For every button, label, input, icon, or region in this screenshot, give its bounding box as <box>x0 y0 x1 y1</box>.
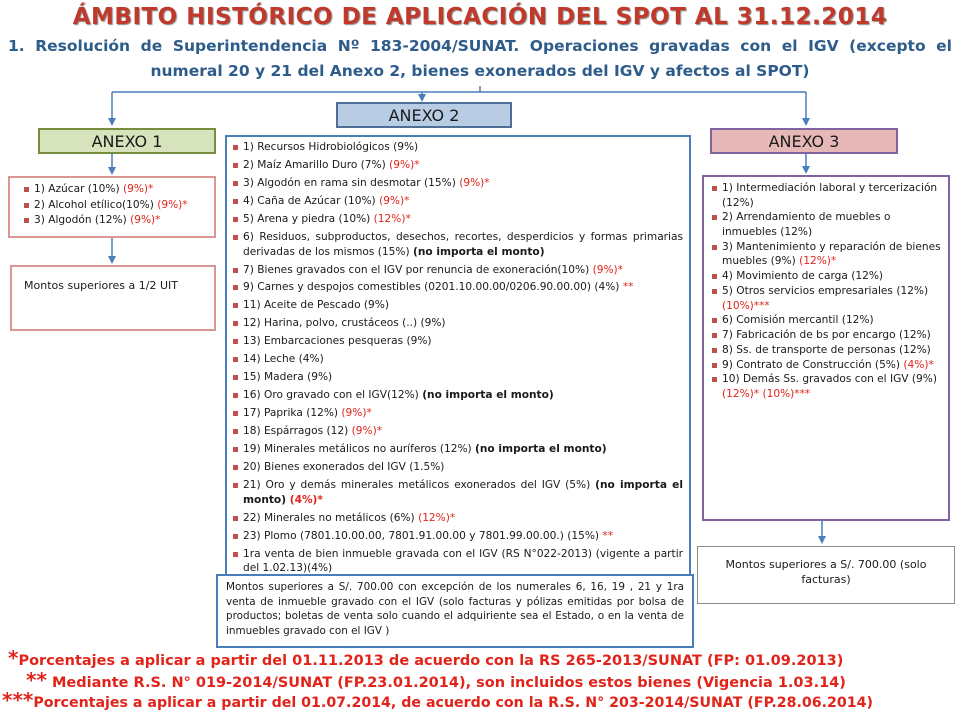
footnote-mark: ** <box>26 668 47 692</box>
list-item <box>233 158 683 173</box>
item-rate-update: ** <box>622 281 634 294</box>
item-text: 18) Espárragos (12) <box>243 425 352 438</box>
item-rate-update: (4%)* <box>903 358 934 371</box>
item-rate-update: (9%)* <box>122 183 154 195</box>
list-item <box>233 460 683 475</box>
item-text: 15) Madera (9%) <box>243 371 333 384</box>
item-text: 2) Arrendamiento de muebles o inmuebles (12%) <box>722 211 891 238</box>
item-text: 6) Comisión mercantil (12%) <box>722 314 874 327</box>
list-item <box>233 424 683 439</box>
list-item <box>233 529 683 544</box>
item-rate-update: (9%)* <box>379 194 410 207</box>
item-text: 5) Otros servicios empresariales (12%) <box>722 284 929 297</box>
footnote-mark: *** <box>2 688 34 712</box>
item-text: 7) Bienes gravados con el IGV por renuncia de exoneración(10%) <box>243 263 593 276</box>
item-text: 9) Contrato de Construcción (5%) <box>722 358 904 371</box>
list-item <box>24 213 208 228</box>
footnote-mark: * <box>8 646 19 670</box>
list-item <box>233 478 683 507</box>
item-text: 6) Residuos, subproductos, desechos, recortes, desperdicios y formas primarias derivadas de los mismos (15%) <box>243 230 683 258</box>
item-text: 4) Movimiento de carga (12%) <box>722 270 884 283</box>
anexo1-list-box <box>8 176 216 238</box>
item-text: 9) Carnes y despojos comestibles (0201.10.00.00/0206.90.00.00) (4%) <box>243 281 623 294</box>
list-item <box>233 194 683 209</box>
item-text: 19) Minerales metálicos no auríferos (12%) <box>243 443 476 456</box>
list-item <box>712 181 942 210</box>
item-text: 12) Harina, polvo, crustáceos (..) (9%) <box>243 317 446 330</box>
item-rate-update: (12%)* (10%)*** <box>722 388 811 400</box>
item-note-bold: (no importa el monto) <box>422 389 554 402</box>
item-rate-update: (12%)* <box>799 255 837 268</box>
item-text: 1) Azúcar (10%) <box>34 183 123 195</box>
item-rate-update: (9%)* <box>157 198 188 211</box>
list-item <box>233 212 683 227</box>
list-item <box>233 263 683 278</box>
item-rate-update: (9%)* <box>130 214 161 227</box>
item-rate-update: (9%)* <box>459 176 490 189</box>
list-item <box>233 298 683 313</box>
list-item <box>233 388 683 403</box>
list-item <box>712 284 942 313</box>
item-text: 8) Ss. de transporte de personas (12%) <box>722 343 931 356</box>
list-item <box>712 269 942 284</box>
list-item <box>712 240 942 269</box>
anexo3-header: ANEXO 3 <box>710 128 898 154</box>
list-item <box>24 198 208 213</box>
item-text: 2) Maíz Amarillo Duro (7%) <box>243 158 390 171</box>
item-text: 7) Fabricación de bs por encargo (12%) <box>722 329 931 342</box>
item-text: 23) Plomo (7801.10.00.00, 7801.91.00.00 y 7801.99.00.00.) (15%) <box>243 529 603 542</box>
item-note-bold: (no importa el monto) <box>475 443 607 456</box>
item-text: 1) Recursos Hidrobiológicos (9%) <box>243 141 419 153</box>
item-text: 3) Algodón (12%) <box>34 214 131 227</box>
item-rate-update: (12%)* <box>373 212 411 225</box>
item-rate-update: (10%)*** <box>722 299 770 312</box>
item-rate-update: (12%)* <box>418 511 456 524</box>
anexo2-list-box <box>225 135 691 577</box>
item-text: 13) Embarcaciones pesqueras (9%) <box>243 335 432 348</box>
item-text: 3) Algodón en rama sin desmotar (15%) <box>243 176 460 189</box>
footnote-1 <box>8 646 843 670</box>
anexo1-note: Montos superiores a 1/2 UIT <box>10 265 216 331</box>
item-text: 17) Paprika (12%) <box>243 407 342 420</box>
item-text: 11) Aceite de Pescado (9%) <box>243 299 389 312</box>
item-text: 20) Bienes exonerados del IGV (1.5%) <box>243 461 445 474</box>
item-text: 21) Oro y demás minerales metálicos exonerados del IGV (5%) <box>243 479 596 492</box>
footnote-3 <box>2 688 873 712</box>
item-rate-update: ** <box>602 529 613 542</box>
list-item <box>712 358 942 373</box>
list-item <box>712 313 942 328</box>
list-item <box>233 176 683 191</box>
anexo3-note: Montos superiores a S/. 700.00 (solo facturas) <box>697 546 955 604</box>
page-title: ÁMBITO HISTÓRICO DE APLICACIÓN DEL SPOT AL 31.12.2014 <box>72 4 888 30</box>
list-item <box>233 230 683 259</box>
list-item <box>233 140 683 155</box>
list-item <box>712 328 942 343</box>
list-item <box>233 280 683 295</box>
anexo3-list-box <box>702 175 950 521</box>
item-rate-update: (4%)* <box>286 493 323 506</box>
item-rate-update: (9%)* <box>341 407 372 420</box>
list-item <box>233 511 683 526</box>
anexo2-note: Montos superiores a S/. 700.00 con excepción de los numerales 6, 16, 19 , 21 y 1ra venta de inmueble gravado con el IGV (solo facturas y pólizas emitidas por bolsa de productos; boletas de venta solo cuando el adquiriente sea el Estado, o en la venta de inmuebles gravado con el IGV ) <box>216 574 694 648</box>
list-item <box>233 316 683 331</box>
list-item <box>233 334 683 349</box>
item-text: 10) Demás Ss. gravados con el IGV (9%) <box>722 373 937 386</box>
item-text: 4) Caña de Azúcar (10%) <box>243 194 380 207</box>
list-item <box>233 352 683 367</box>
anexo2-list <box>233 140 683 576</box>
item-text: 14) Leche (4%) <box>243 353 324 366</box>
item-text: 22) Minerales no metálicos (6%) <box>243 511 419 524</box>
page-subtitle: 1. Resolución de Superintendencia Nº 183-2004/SUNAT. Operaciones gravadas con el IGV (excepto el numeral 20 y 21 del Anexo 2, bienes exonerados del IGV y afectos al SPOT) <box>8 37 952 80</box>
anexo1-list <box>24 182 208 228</box>
anexo1-header: ANEXO 1 <box>38 128 216 154</box>
list-item <box>712 210 942 239</box>
item-rate-update: (9%)* <box>351 425 383 438</box>
list-item <box>712 372 942 401</box>
item-text: 16) Oro gravado con el IGV(12%) <box>243 389 423 402</box>
item-text: 2) Alcohol etílico(10%) <box>34 198 158 211</box>
item-note-bold: (no importa el monto) <box>412 245 545 258</box>
footnote-text: Porcentajes a aplicar a partir del 01.07.2014, de acuerdo con la R.S. N° 203-2014/SUNAT (FP.28.06.2014) <box>33 695 873 711</box>
list-item <box>233 370 683 385</box>
item-text: 1) Intermediación laboral y tercerización (12%) <box>722 182 938 209</box>
footnote-text: Porcentajes a aplicar a partir del 01.11.2013 de acuerdo con la RS 265-2013/SUNAT (FP: 01.09.2013) <box>18 653 844 669</box>
list-item <box>233 547 683 576</box>
item-text: 3) Mantenimiento y reparación de bienes muebles (9%) <box>722 240 941 268</box>
item-text: 5) Arena y piedra (10%) <box>243 212 374 225</box>
footnote-text: Mediante R.S. N° 019-2014/SUNAT (FP.23.01.2014), son incluidos estos bienes (Vigencia 1.03.14) <box>46 675 846 691</box>
list-item <box>233 442 683 457</box>
anexo3-list <box>712 181 942 402</box>
list-item <box>24 182 208 197</box>
item-text: 1ra venta de bien inmueble gravada con el IGV (RS N°022-2013) (vigente a partir del 1.02.13)(4%) <box>243 547 683 575</box>
item-rate-update: (9%)* <box>389 158 420 171</box>
list-item <box>712 343 942 358</box>
anexo2-header: ANEXO 2 <box>336 102 512 128</box>
list-item <box>233 406 683 421</box>
item-note-bold: (no importa el monto) <box>243 479 683 506</box>
item-rate-update: (9%)* <box>592 263 623 276</box>
